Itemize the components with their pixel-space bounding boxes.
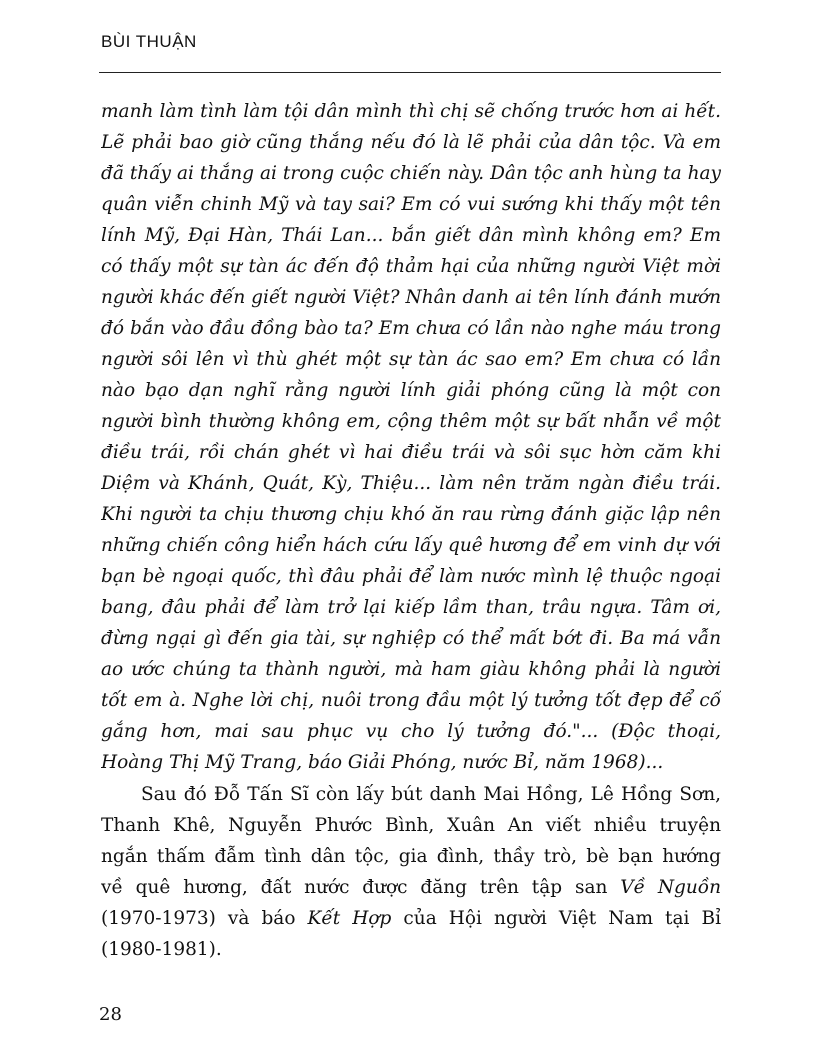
quote-line: tốt em à. Nghe lời chị, nuôi trong đầu một lý tưởng tốt đẹp để cố: [101, 690, 721, 711]
citation-author: Hoàng Thị Mỹ Trang, báo: [101, 752, 348, 773]
paragraph-line: Thanh Khê, Nguyễn Phước Bình, Xuân An viết nhiều truyện: [101, 815, 721, 836]
quote-line: manh làm tình làm tội dân mình thì chị sẽ chống trước hơn ai hết.: [101, 101, 721, 122]
quote-line: nào bạo dạn nghĩ rằng người lính giải phóng cũng là một con: [101, 380, 721, 401]
paragraph-line-text: của Hội người Việt Nam tại Bỉ: [391, 908, 721, 929]
paragraph-line: Sau đó Đỗ Tấn Sĩ còn lấy bút danh Mai Hồng, Lê Hồng Sơn,: [141, 784, 721, 805]
quote-citation: [101, 747, 721, 778]
quote-line: Lẽ phải bao giờ cũng thắng nếu đó là lẽ phải của dân tộc. Và em: [101, 132, 721, 153]
citation-newspaper: Giải Phóng: [347, 752, 451, 773]
quote-line: bang, đâu phải để làm trở lại kiếp lầm than, trâu ngựa. Tâm ơi,: [101, 597, 721, 618]
running-head: BÙI THUẬN: [101, 32, 197, 51]
quote-line: quân viễn chinh Mỹ và tay sai? Em có vui sướng khi thấy một tên: [101, 194, 721, 215]
paragraph-line: [101, 872, 721, 903]
quote-line: Diệm và Khánh, Quát, Kỳ, Thiệu... làm nên trăm ngàn điều trái.: [101, 473, 721, 494]
quote-line: những chiến công hiển hách cứu lấy quê hương để em vinh dự với: [101, 535, 721, 556]
header-rule: [99, 72, 721, 73]
quote-line: Khi người ta chịu thương chịu khó ăn rau rừng đánh giặc lập nên: [101, 504, 721, 525]
quote-line: người sôi lên vì thù ghét một sự tàn ác sao em? Em chưa có lần: [101, 349, 721, 370]
page-number: 28: [99, 1004, 122, 1025]
quote-line: người bình thường không em, cộng thêm một sự bất nhẫn về một: [101, 411, 721, 432]
newspaper-title: Kết Hợp: [307, 908, 392, 929]
quote-line: đã thấy ai thắng ai trong cuộc chiến này. Dân tộc anh hùng ta hay: [101, 163, 721, 184]
quote-line: đó bắn vào đầu đồng bào ta? Em chưa có lần nào nghe máu trong: [101, 318, 721, 339]
paragraph-line: ngắn thấm đẫm tình dân tộc, gia đình, thầy trò, bè bạn hướng: [101, 846, 721, 867]
quote-line: điều trái, rồi chán ghét vì hai điều trái và sôi sục hờn căm khi: [101, 442, 721, 463]
quote-line: gắng hơn, mai sau phục vụ cho lý tưởng đó."... (Độc thoại,: [101, 721, 721, 742]
paragraph-line-text: về quê hương, đất nước được đăng trên tập san: [101, 877, 621, 898]
quote-line: bạn bè ngoại quốc, thì đâu phải để làm nước mình lệ thuộc ngoại: [101, 566, 721, 587]
paragraph-line: [101, 903, 721, 934]
quote-line: đừng ngại gì đến gia tài, sự nghiệp có thể mất bớt đi. Ba má vẫn: [101, 628, 721, 649]
paragraph-line: (1980-1981).: [101, 939, 222, 960]
magazine-title: Về Nguồn: [620, 877, 721, 898]
quote-line: ao ước chúng ta thành người, mà ham giàu không phải là người: [101, 659, 721, 680]
body-paragraph: [101, 779, 721, 965]
quote-line: có thấy một sự tàn ác đến độ thảm hại của những người Việt mời: [101, 256, 721, 277]
quote-block: [101, 96, 721, 778]
paragraph-line-text: (1970-1973) và báo: [101, 908, 308, 929]
citation-suffix: , nước Bỉ, năm 1968)...: [450, 752, 664, 773]
quote-line: người khác đến giết người Việt? Nhân danh ai tên lính đánh mướn: [101, 287, 721, 308]
quote-line: lính Mỹ, Đại Hàn, Thái Lan... bắn giết dân mình không em? Em: [101, 225, 721, 246]
